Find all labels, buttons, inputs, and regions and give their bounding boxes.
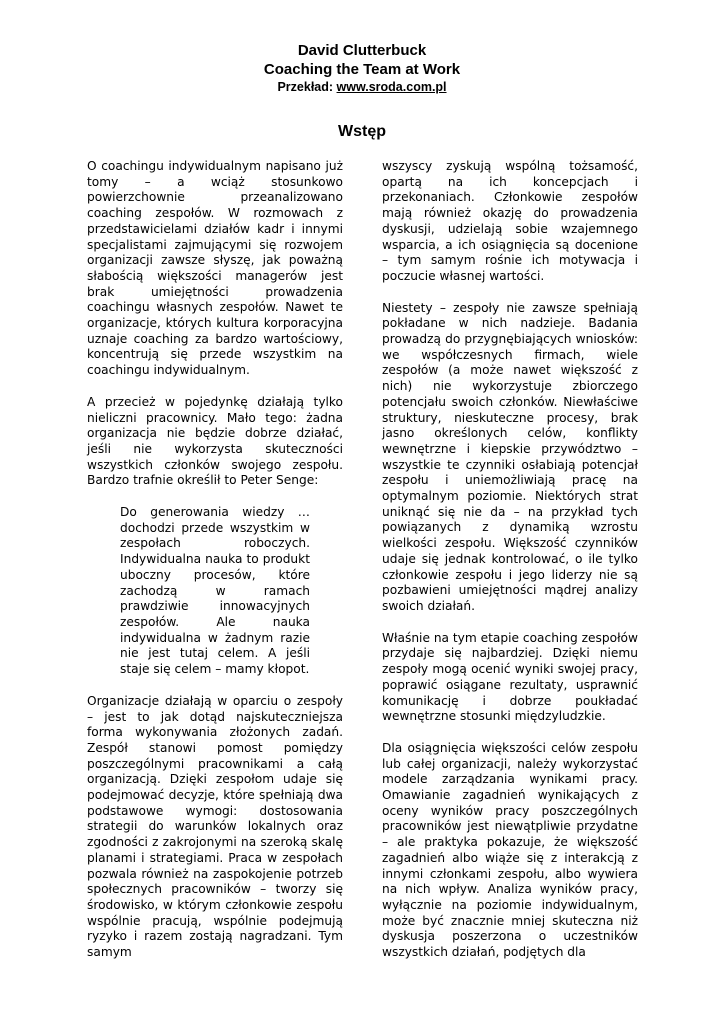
book-title: Coaching the Team at Work — [263, 61, 461, 78]
translation-link[interactable]: www.sroda.com.pl — [336, 80, 447, 94]
paragraph: wszyscy zyskują wspólną tożsamość, opartą na ich koncepcjach i przekonaniach. Członkowie zespołów mają również okazję do prowadzenia dyskusji, udzielają sobie wzajemnego wsparcia, a ich osiągnięcia są docenione – tym samym rośnie ich motywacja i poczucie własnej wartości. — [382, 159, 638, 283]
translation-line — [0, 79, 724, 95]
paragraph: Organizacje działają w oparciu o zespoły – jest to jak dotąd najskuteczniejsza forma wykonywania złożonych zadań. Zespół stanowi pomost pomiędzy poszczególnymi pracownikami a całą organizacją. Dzięki zespołom udaje się podejmować decyzje, które spełniają dwa podstawowe wymogi: dostosowania strategii do warunków lokalnych oraz zgodności z zakrojonymi na szeroką skalę planami i strategiami. Praca w zespołach pozwala również na zaspokojenie potrzeb społecznych pracowników – tworzy się środowisko, w którym członkowie zespołu wspólnie pracują, wspólnie podejmują ryzyko i razem zostają nagradzani. Tym samym — [87, 693, 343, 960]
right-column — [382, 159, 638, 977]
paragraph: O coachingu indywidualnym napisano już tomy – a wciąż stosunkowo powierzchownie przeanalizowano coaching zespołów. W rozmowach z przedstawicielami działów kadr i innymi specjalistami zajmującymi się rozwojem organizacji zawsze słyszę, jak poważną słabością większości managerów jest brak umiejętności prowadzenia coachingu własnych zespołów. Nawet te organizacje, których kultura korporacyjna uznaje coaching za bardzo wartościowy, koncentrują się przede wszystkim na coachingu indywidualnym. — [87, 159, 343, 378]
paragraph: Właśnie na tym etapie coaching zespołów przydaje się najbardziej. Dzięki niemu zespoły mogą ocenić wyniki swojej pracy, poprawić osiągane rezultaty, usprawnić komunikację i dobrze poukładać wewnętrzne stosunki międzyludzkie. — [382, 630, 638, 724]
section-title: Wstęp — [338, 123, 386, 140]
paragraph: A przecież w pojedynkę działają tylko nieliczni pracownicy. Mało tego: żadna organizacja nie będzie dobrze działać, jeśli nie wykorzysta skuteczności wszystkich członków swojego zespołu. Bardzo trafnie określił to Peter Senge: — [87, 394, 343, 488]
block-quote: Do generowania wiedzy … dochodzi przede wszystkim w zespołach roboczych. Indywidualna nauka to produkt uboczny procesów, które zachodzą w ramach prawdziwie innowacyjnych zespołów. Ale nauka indywidualna w żadnym razie nie jest tutaj celem. A jeśli staje się celem – mamy kłopot. — [120, 505, 310, 677]
paragraph: Niestety – zespoły nie zawsze spełniają pokładane w nich nadzieje. Badania prowadzą do przygnębiających wniosków: we współczesnych firmach, wiele zespołów (a może nawet większość z nich) nie wykorzystuje zbiorczego potencjału swoich członków. Niewłaściwe struktury, nieskuteczne procesy, brak jasno określonych celów, konflikty wewnętrzne i kiepskie przywództwo – wszystkie te czynniki osłabiają potencjał zespołu i uniemożliwiają pracę na optymalnym poziomie. Niektórych strat uniknąć się nie da – na przykład tych powiązanych z dynamiką wzrostu wielkości zespołu. Większość czynników udaje się jednak kontrolować, o ile tylko członkowie zespołu i jego liderzy nie są pozbawieni umiejętności mądrej analizy swoich działań. — [382, 300, 638, 613]
document-header — [0, 41, 724, 95]
author-name: David Clutterbuck — [297, 42, 427, 59]
translation-label: Przekład: — [277, 80, 334, 94]
paragraph: Dla osiągnięcia większości celów zespołu lub całej organizacji, należy wykorzystać modele zarządzania wynikami pracy. Omawianie zagadnień wynikających z oceny wyników pracy poszczególnych pracowników jest niewątpliwie przydatne – ale praktyka pokazuje, że większość zagadnień albo wiąże się z interakcją z innymi członkami zespołu, albo wywiera na nich wpływ. Analiza wyników pracy, wyłącznie na poziomie indywidualnym, może być znacznie mniej skuteczna niż dyskusja poszerzona o uczestników wszystkich działań, podjętych dla — [382, 740, 638, 960]
left-column — [87, 159, 343, 977]
